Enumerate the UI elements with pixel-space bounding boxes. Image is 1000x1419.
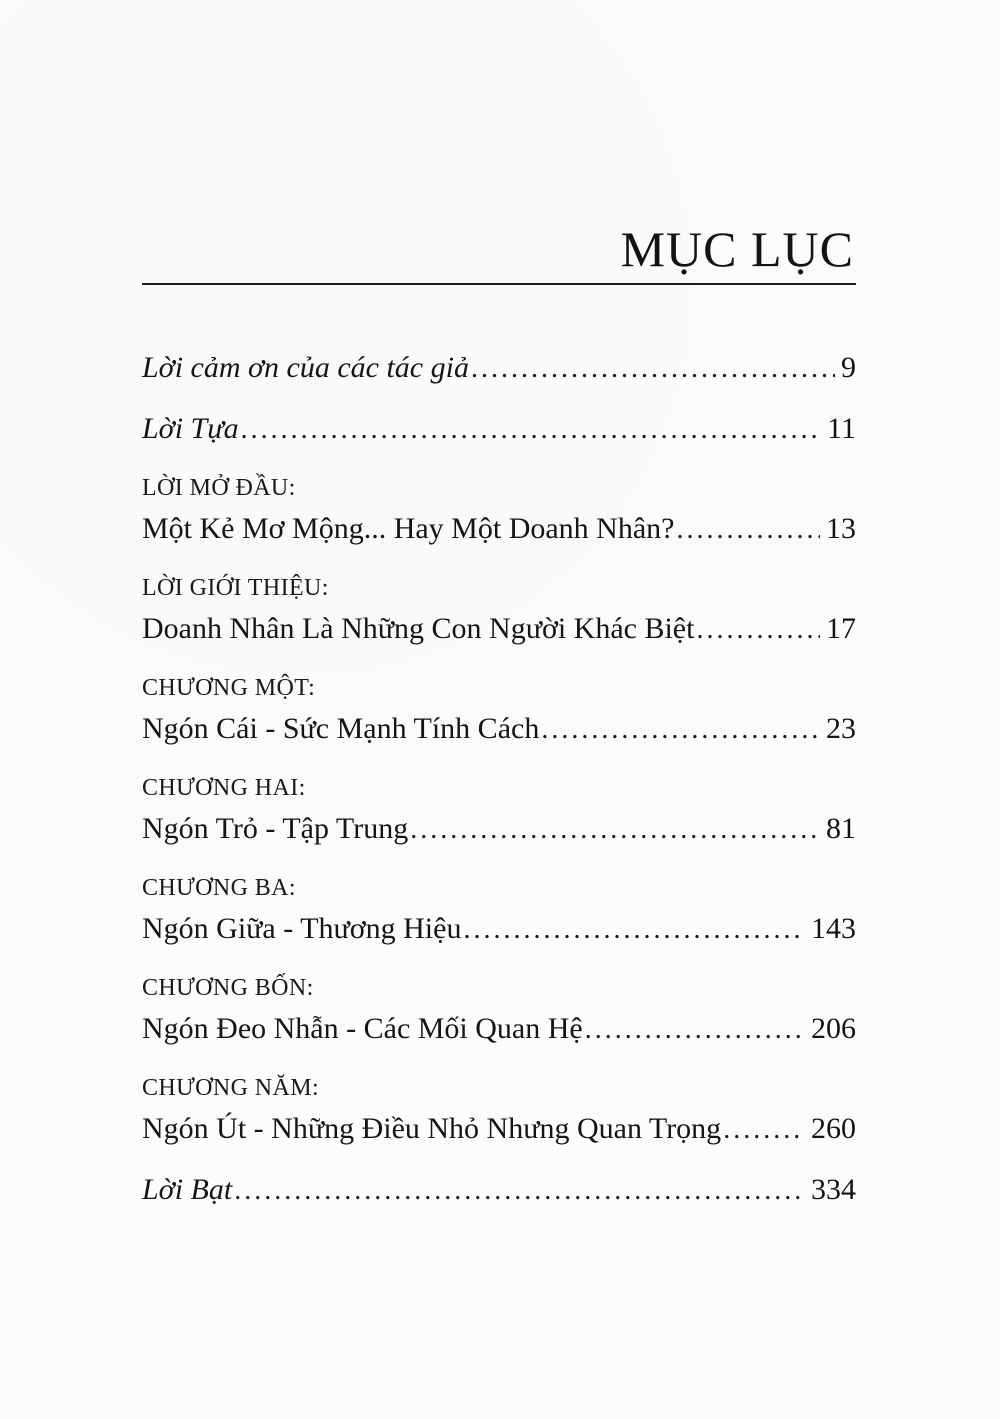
toc-entry-line (142, 408, 856, 451)
toc-entry (142, 1069, 856, 1151)
dot-leader (676, 508, 820, 551)
toc-entry-line (142, 908, 856, 951)
toc-entry (142, 1169, 856, 1212)
dot-leader (241, 408, 822, 451)
toc-entry (142, 569, 856, 651)
toc-entry-page-number: 13 (826, 512, 856, 545)
toc-entry-title: Ngón Cái - Sức Mạnh Tính Cách (142, 712, 540, 745)
toc-entry (142, 969, 856, 1051)
dot-leader (410, 808, 820, 851)
dot-leader (723, 1108, 805, 1151)
toc-entry-title: Lời Tựa (142, 412, 239, 445)
dot-leader (541, 708, 820, 751)
toc-entry-page-number: 260 (811, 1112, 856, 1145)
toc-entry-title: Ngón Út - Những Điều Nhỏ Nhưng Quan Trọng (142, 1112, 722, 1145)
toc-entry-line (142, 608, 856, 651)
toc-entry (142, 769, 856, 851)
toc-entry-page-number: 11 (827, 412, 856, 445)
toc-entry-title: Ngón Trỏ - Tập Trung (142, 812, 409, 845)
toc-entry (142, 869, 856, 951)
toc-entry-label: CHƯƠNG NĂM: (142, 1075, 320, 1101)
dot-leader (463, 908, 805, 951)
toc-entry-line (142, 508, 856, 551)
toc-entry-label: CHƯƠNG BA: (142, 875, 296, 901)
toc-entry-line (142, 808, 856, 851)
toc-entry-page-number: 17 (826, 612, 856, 645)
toc-entry-page-number: 206 (811, 1012, 856, 1045)
toc-entry-line (142, 708, 856, 751)
toc-entry-label: CHƯƠNG MỘT: (142, 675, 316, 701)
toc-entry-title: Lời Bạt (142, 1173, 233, 1206)
toc-entry-line (142, 1108, 856, 1151)
toc-entry (142, 408, 856, 451)
toc-entry-line (142, 1008, 856, 1051)
toc-entry (142, 669, 856, 751)
toc-entry (142, 347, 856, 390)
page-title: MỤC LỤC (620, 221, 854, 277)
toc-entry-page-number: 9 (841, 351, 856, 384)
toc-entry-page-number: 334 (811, 1173, 856, 1206)
toc-content (142, 222, 856, 1230)
title-divider (142, 283, 856, 285)
toc-entry-title: Một Kẻ Mơ Mộng... Hay Một Doanh Nhân? (142, 512, 675, 545)
dot-leader (471, 347, 835, 390)
dot-leader (585, 1008, 805, 1051)
toc-entry-label: CHƯƠNG BỐN: (142, 975, 314, 1001)
toc-entry-line (142, 1169, 856, 1212)
toc-entry-page-number: 143 (811, 912, 856, 945)
toc-list (142, 347, 856, 1212)
dot-leader (696, 608, 820, 651)
toc-entry-page-number: 23 (826, 712, 856, 745)
toc-entry-label: LỜI MỞ ĐẦU: (142, 475, 296, 501)
toc-entry-label: LỜI GIỚI THIỆU: (142, 575, 329, 601)
toc-entry-title: Doanh Nhân Là Những Con Người Khác Biệt (142, 612, 695, 645)
toc-entry (142, 469, 856, 551)
dot-leader (234, 1169, 805, 1212)
toc-header (142, 222, 856, 285)
toc-entry-page-number: 81 (826, 812, 856, 845)
toc-entry-label: CHƯƠNG HAI: (142, 775, 306, 801)
toc-entry-title: Ngón Giữa - Thương Hiệu (142, 912, 462, 945)
toc-entry-title: Lời cảm ơn của các tác giả (142, 351, 469, 384)
toc-entry-line (142, 347, 856, 390)
toc-entry-title: Ngón Đeo Nhẫn - Các Mối Quan Hệ (142, 1012, 583, 1045)
